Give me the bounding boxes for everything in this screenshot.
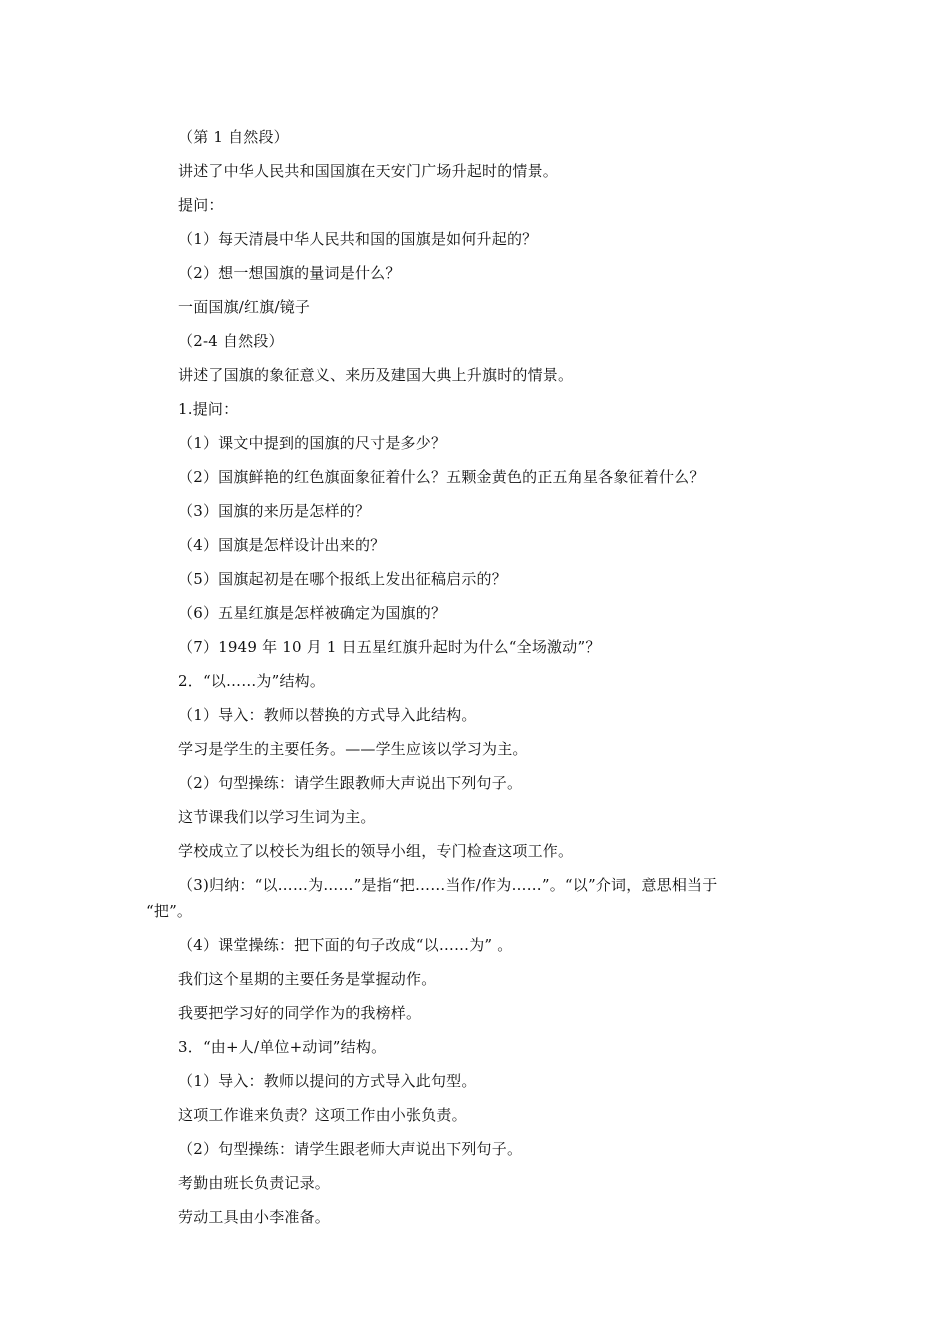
example-sentence: 劳动工具由小李准备。	[178, 1208, 331, 1226]
example-sentence: 考勤由班长负责记录。	[178, 1174, 331, 1192]
step-item: （4）课堂操练：把下面的句子改成“以……为” 。	[178, 936, 513, 954]
example-sentence: 我要把学习好的同学作为的我榜样。	[178, 1004, 422, 1022]
example-sentence: 学校成立了以校长为组长的领导小组，专门检查这项工作。	[178, 842, 574, 860]
question-item: （4）国旗是怎样设计出来的？	[178, 536, 386, 554]
questions-label: 提问：	[178, 196, 224, 214]
paragraph-summary: 讲述了中华人民共和国国旗在天安门广场升起时的情景。	[178, 162, 559, 180]
step-item-continuation: “把”。	[146, 902, 193, 920]
paragraph-summary: 讲述了国旗的象征意义、来历及建国大典上升旗时的情景。	[178, 366, 574, 384]
section-heading-paragraphs-2-4: （2-4 自然段）	[178, 332, 284, 350]
question-item: （1）每天清晨中华人民共和国的国旗是如何升起的？	[178, 230, 538, 248]
example-sentence: 学习是学生的主要任务。——学生应该以学习为主。	[178, 740, 528, 758]
structure-heading: 3．“由+人/单位+动词”结构。	[178, 1038, 387, 1056]
structure-heading: 2．“以……为”结构。	[178, 672, 326, 690]
step-item: （2）句型操练：请学生跟老师大声说出下列句子。	[178, 1140, 523, 1158]
example-sentence: 这节课我们以学习生词为主。	[178, 808, 376, 826]
questions-label: 1.提问：	[178, 400, 239, 418]
step-item: （3)归纳：“以……为……”是指“把……当作/作为……”。“以”介词，意思相当于	[178, 876, 718, 894]
step-item: （1）导入：教师以提问的方式导入此句型。	[178, 1072, 477, 1090]
section-heading-paragraph-1: （第 1 自然段）	[178, 128, 289, 146]
step-item: （2）句型操练：请学生跟教师大声说出下列句子。	[178, 774, 523, 792]
question-item: （1）课文中提到的国旗的尺寸是多少？	[178, 434, 447, 452]
question-item: （6）五星红旗是怎样被确定为国旗的？	[178, 604, 447, 622]
example-sentence: 我们这个星期的主要任务是掌握动作。	[178, 970, 437, 988]
step-item: （1）导入：教师以替换的方式导入此结构。	[178, 706, 477, 724]
question-item: （2）想一想国旗的量词是什么？	[178, 264, 401, 282]
question-item: （5）国旗起初是在哪个报纸上发出征稿启示的？	[178, 570, 507, 588]
example-sentence: 这项工作谁来负责？这项工作由小张负责。	[178, 1106, 467, 1124]
question-item: （7）1949 年 10 月 1 日五星红旗升起时为什么“全场激动”？	[178, 638, 601, 656]
question-item: （2）国旗鲜艳的红色旗面象征着什么？五颗金黄色的正五角星各象征着什么？	[178, 468, 705, 486]
answer-text: 一面国旗/红旗/镜子	[178, 298, 311, 316]
question-item: （3）国旗的来历是怎样的？	[178, 502, 371, 520]
